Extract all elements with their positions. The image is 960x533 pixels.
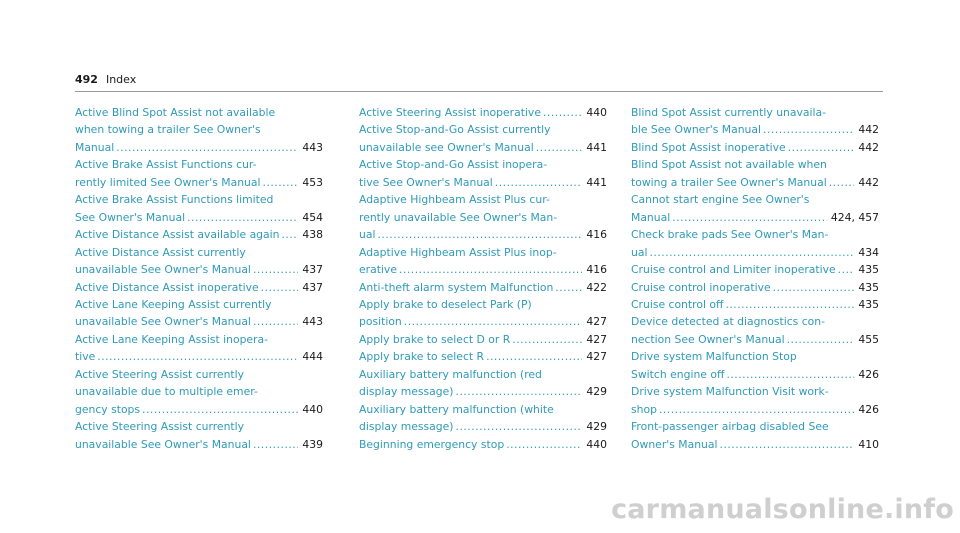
index-entry[interactable]: [75, 296, 323, 331]
index-entry[interactable]: [359, 121, 607, 156]
index-entry-text: unavailable See Owner's Manual: [75, 315, 251, 329]
page-reference[interactable]: 410: [858, 437, 879, 451]
index-entry-lastline: [359, 436, 607, 453]
dot-leader: [97, 348, 298, 365]
index-entry-text: Auxiliary battery malfunction (red: [359, 367, 542, 381]
index-entry-text: Active Stop-and-Go Assist currently: [359, 123, 551, 137]
index-entry-lastline: [75, 139, 323, 156]
dot-leader: [486, 348, 582, 365]
page-reference[interactable]: 441: [586, 140, 607, 154]
dot-leader: [282, 226, 299, 243]
index-entry-text: display message): [359, 385, 454, 399]
dot-leader: [720, 436, 855, 453]
page-reference[interactable]: 424, 457: [830, 210, 879, 224]
index-entry-lastline: [359, 383, 607, 400]
dot-leader: [659, 401, 854, 418]
index-entry-lastline: [359, 331, 607, 348]
index-entry-text: Cruise control off: [631, 297, 724, 311]
index-entry-lastline: [631, 436, 879, 453]
index-entry-text: Cannot start engine See Owner's: [631, 193, 810, 207]
index-entry[interactable]: [359, 244, 607, 279]
index-entry-text: Drive system Malfunction Stop: [631, 350, 797, 364]
dot-leader: [495, 174, 583, 191]
page-reference[interactable]: 440: [586, 106, 607, 119]
index-entry[interactable]: [359, 279, 607, 296]
index-entry-lastline: [75, 261, 323, 278]
index-entry[interactable]: [631, 418, 879, 453]
page-reference[interactable]: 427: [586, 315, 607, 329]
index-entry-lastline: [75, 174, 323, 191]
index-entry-text: Cruise control and Limiter inoperative: [631, 263, 836, 277]
index-entry[interactable]: [359, 191, 607, 243]
index-entry[interactable]: [359, 348, 607, 365]
index-entry[interactable]: [631, 139, 879, 156]
dot-leader: [763, 121, 854, 138]
index-entry-lastline: [359, 279, 607, 296]
index-entry-lastline: [75, 279, 323, 296]
index-entry-text: Active Distance Assist available again: [75, 228, 280, 242]
index-entry-text: Adaptive Highbeam Assist Plus inop-: [359, 245, 557, 259]
dot-leader: [377, 226, 582, 243]
index-entry-text: Apply brake to deselect Park (P): [359, 297, 532, 311]
index-entry[interactable]: [631, 261, 879, 278]
index-entry-lastline: [359, 174, 607, 191]
index-entry-lastline: [75, 226, 323, 243]
index-entry-text: Active Distance Assist inoperative: [75, 280, 259, 294]
index-entry-lastline: [631, 261, 879, 278]
page-reference[interactable]: 442: [858, 140, 879, 154]
index-entry-text: rently unavailable See Owner's Man-: [359, 210, 558, 224]
page-reference[interactable]: 437: [302, 280, 323, 294]
dot-leader: [506, 436, 582, 453]
page-reference[interactable]: 438: [302, 228, 323, 242]
index-entry[interactable]: [359, 156, 607, 191]
dot-leader: [253, 313, 298, 330]
index-entry-text: unavailable due to multiple emer-: [75, 385, 258, 399]
index-entry-text: unavailable see Owner's Manual: [359, 140, 534, 154]
index-entry-text: ual: [631, 245, 648, 259]
index-entry[interactable]: [75, 279, 323, 296]
dot-leader: [187, 209, 298, 226]
index-entry-text: Apply brake to select D or R: [359, 332, 511, 346]
index-entry-lastline: [359, 348, 607, 365]
page-reference[interactable]: 442: [858, 175, 879, 189]
index-entry-lastline: [359, 226, 607, 243]
index-entry-text: unavailable See Owner's Manual: [75, 263, 251, 277]
page-reference[interactable]: 453: [302, 175, 323, 189]
page-reference[interactable]: 422: [586, 280, 607, 294]
index-entry-text: Cruise control inoperative: [631, 280, 771, 294]
index-entry-text: display message): [359, 420, 454, 434]
index-entry-text: Anti-theft alarm system Malfunction: [359, 280, 554, 294]
dot-leader: [726, 366, 854, 383]
index-entry-lastline: [631, 331, 879, 348]
page-reference[interactable]: 416: [586, 263, 607, 277]
index-entry-lastline: [631, 174, 879, 191]
dot-leader: [253, 261, 298, 278]
dot-leader: [773, 279, 855, 296]
page-reference[interactable]: 441: [586, 175, 607, 189]
index-entry[interactable]: [75, 226, 323, 243]
index-entry-text: Switch engine off: [631, 367, 725, 381]
index-entry-text: nection See Owner's Manual: [631, 332, 785, 346]
dot-leader: [404, 313, 583, 330]
index-entry[interactable]: [631, 104, 879, 139]
index-entry-text: Active Distance Assist currently: [75, 245, 246, 259]
page-reference[interactable]: 442: [858, 123, 879, 137]
page-reference[interactable]: 443: [302, 140, 323, 154]
dot-leader: [788, 139, 855, 156]
index-entry-lastline: [631, 139, 879, 156]
dot-leader: [456, 418, 583, 435]
index-entry-text: Active Stop-and-Go Assist inopera-: [359, 158, 548, 172]
page-reference[interactable]: 439: [302, 437, 323, 451]
dot-leader: [142, 401, 298, 418]
index-entry-text: Active Steering Assist currently: [75, 420, 245, 434]
page-header: [75, 73, 883, 92]
index-entry-text: Blind Spot Assist currently unavaila-: [631, 106, 827, 119]
dot-leader: [725, 296, 854, 313]
page-reference[interactable]: 429: [586, 420, 607, 434]
page-reference[interactable]: 416: [586, 228, 607, 242]
page-reference[interactable]: 435: [858, 263, 879, 277]
index-entry[interactable]: [631, 226, 879, 261]
index-entry-text: rently limited See Owner's Manual: [75, 175, 261, 189]
index-entry[interactable]: [631, 383, 879, 418]
index-entry-lastline: [631, 296, 879, 313]
index-entry-text: Active Lane Keeping Assist currently: [75, 297, 272, 311]
index-entry-text: Manual: [75, 140, 115, 154]
index-entry-lastline: [631, 209, 879, 226]
index-column-3: [631, 104, 879, 453]
index-entry-text: ual: [359, 228, 376, 242]
index-entry[interactable]: [359, 366, 607, 401]
index-entry[interactable]: [75, 366, 323, 418]
dot-leader: [672, 209, 827, 226]
dot-leader: [456, 383, 583, 400]
index-entry-lastline: [359, 104, 607, 121]
dot-leader: [261, 279, 299, 296]
index-entry-text: Drive system Malfunction Visit work-: [631, 385, 829, 399]
index-entry-text: Auxiliary battery malfunction (white: [359, 402, 554, 416]
index-entry-text: Device detected at diagnostics con-: [631, 315, 826, 329]
index-entry-text: Blind Spot Assist not available when: [631, 158, 827, 172]
dot-leader: [649, 244, 854, 261]
page-reference[interactable]: 455: [858, 332, 879, 346]
index-entry-text: Front-passenger airbag disabled See: [631, 420, 829, 434]
dot-leader: [829, 174, 855, 191]
page-reference[interactable]: 437: [302, 263, 323, 277]
index-entry[interactable]: [359, 296, 607, 331]
index-entry-lastline: [75, 436, 323, 453]
page-reference[interactable]: 435: [858, 280, 879, 294]
page-reference[interactable]: 427: [586, 350, 607, 364]
page-reference[interactable]: 443: [302, 315, 323, 329]
dot-leader: [512, 331, 582, 348]
index-entry-text: Active Lane Keeping Assist inopera-: [75, 332, 269, 346]
index-entry-text: Check brake pads See Owner's Man-: [631, 228, 829, 242]
index-entry[interactable]: [631, 348, 879, 383]
index-entry-text: Adaptive Highbeam Assist Plus cur-: [359, 193, 550, 207]
index-column-1: [75, 104, 323, 453]
index-entry-text: unavailable See Owner's Manual: [75, 437, 251, 451]
index-entry[interactable]: [631, 279, 879, 296]
index-entry-text: erative: [359, 263, 397, 277]
index-entry-lastline: [359, 139, 607, 156]
watermark: carmanualsonline.info: [611, 494, 954, 525]
index-entry-lastline: [631, 401, 879, 418]
dot-leader: [263, 174, 299, 191]
dot-leader: [838, 261, 855, 278]
index-entry-text: towing a trailer See Owner's Manual: [631, 175, 827, 189]
index-entry[interactable]: [631, 156, 879, 191]
index-entry-text: Manual: [631, 210, 671, 224]
index-entry[interactable]: [75, 156, 323, 191]
index-entry[interactable]: [75, 191, 323, 226]
index-entry-lastline: [631, 121, 879, 138]
index-entry-text: Active Brake Assist Functions limited: [75, 193, 274, 207]
index-entry-text: tive See Owner's Manual: [359, 175, 493, 189]
index-entry[interactable]: [631, 313, 879, 348]
dot-leader: [787, 331, 855, 348]
index-entry[interactable]: [359, 436, 607, 453]
index-entry-text: Active Steering Assist currently: [75, 367, 245, 381]
index-entry-text: gency stops: [75, 402, 141, 416]
index-entry-text: position: [359, 315, 402, 329]
dot-leader: [253, 436, 298, 453]
page-reference[interactable]: 435: [858, 297, 879, 311]
page-reference[interactable]: 427: [586, 332, 607, 346]
index-entry-lastline: [631, 244, 879, 261]
index-entry-text: Apply brake to select R: [359, 350, 485, 364]
index-entry-lastline: [631, 366, 879, 383]
page-number: 492: [75, 73, 98, 86]
index-entry-lastline: [359, 313, 607, 330]
index-entry-text: Active Blind Spot Assist not available: [75, 106, 276, 119]
index-entry[interactable]: [75, 418, 323, 453]
index-entry-text: shop: [631, 402, 657, 416]
index-entry-text: Blind Spot Assist inoperative: [631, 140, 786, 154]
index-entry-lastline: [75, 348, 323, 365]
index-entry[interactable]: [75, 104, 323, 156]
index-entry-text: when towing a trailer See Owner's: [75, 123, 261, 137]
index-column-2: [359, 104, 607, 453]
index-entry[interactable]: [631, 191, 879, 226]
page-reference[interactable]: 444: [302, 350, 323, 364]
dot-leader: [543, 104, 582, 121]
index-entry-text: tive: [75, 350, 96, 364]
index-entry-lastline: [75, 313, 323, 330]
section-title: Index: [105, 73, 137, 86]
page-reference[interactable]: 429: [586, 385, 607, 399]
index-entry-text: Active Brake Assist Functions cur-: [75, 158, 257, 172]
index-entry[interactable]: [359, 331, 607, 348]
index-entry-lastline: [359, 418, 607, 435]
index-entry-lastline: [75, 209, 323, 226]
index-entry-text: See Owner's Manual: [75, 210, 186, 224]
index-entry-lastline: [75, 401, 323, 418]
index-entry[interactable]: [631, 296, 879, 313]
page-reference[interactable]: 440: [302, 402, 323, 416]
index-entry-text: ble See Owner's Manual: [631, 123, 762, 137]
dot-leader: [116, 139, 298, 156]
index-entry-text: Owner's Manual: [631, 437, 718, 451]
index-entry-lastline: [359, 261, 607, 278]
index-entry[interactable]: [75, 244, 323, 279]
page-reference[interactable]: 440: [586, 437, 607, 451]
page-reference[interactable]: 454: [302, 210, 323, 224]
page-reference[interactable]: 426: [858, 367, 879, 381]
dot-leader: [536, 139, 583, 156]
index-entry-text: Beginning emergency stop: [359, 437, 505, 451]
index-entry-text: Active Steering Assist inoperative: [359, 106, 541, 119]
index-entry[interactable]: [359, 104, 607, 121]
index-entry[interactable]: [75, 331, 323, 366]
dot-leader: [399, 261, 582, 278]
page-reference[interactable]: 426: [858, 402, 879, 416]
index-entry[interactable]: [359, 401, 607, 436]
page-reference[interactable]: 434: [858, 245, 879, 259]
index-entry-lastline: [631, 279, 879, 296]
dot-leader: [555, 279, 582, 296]
